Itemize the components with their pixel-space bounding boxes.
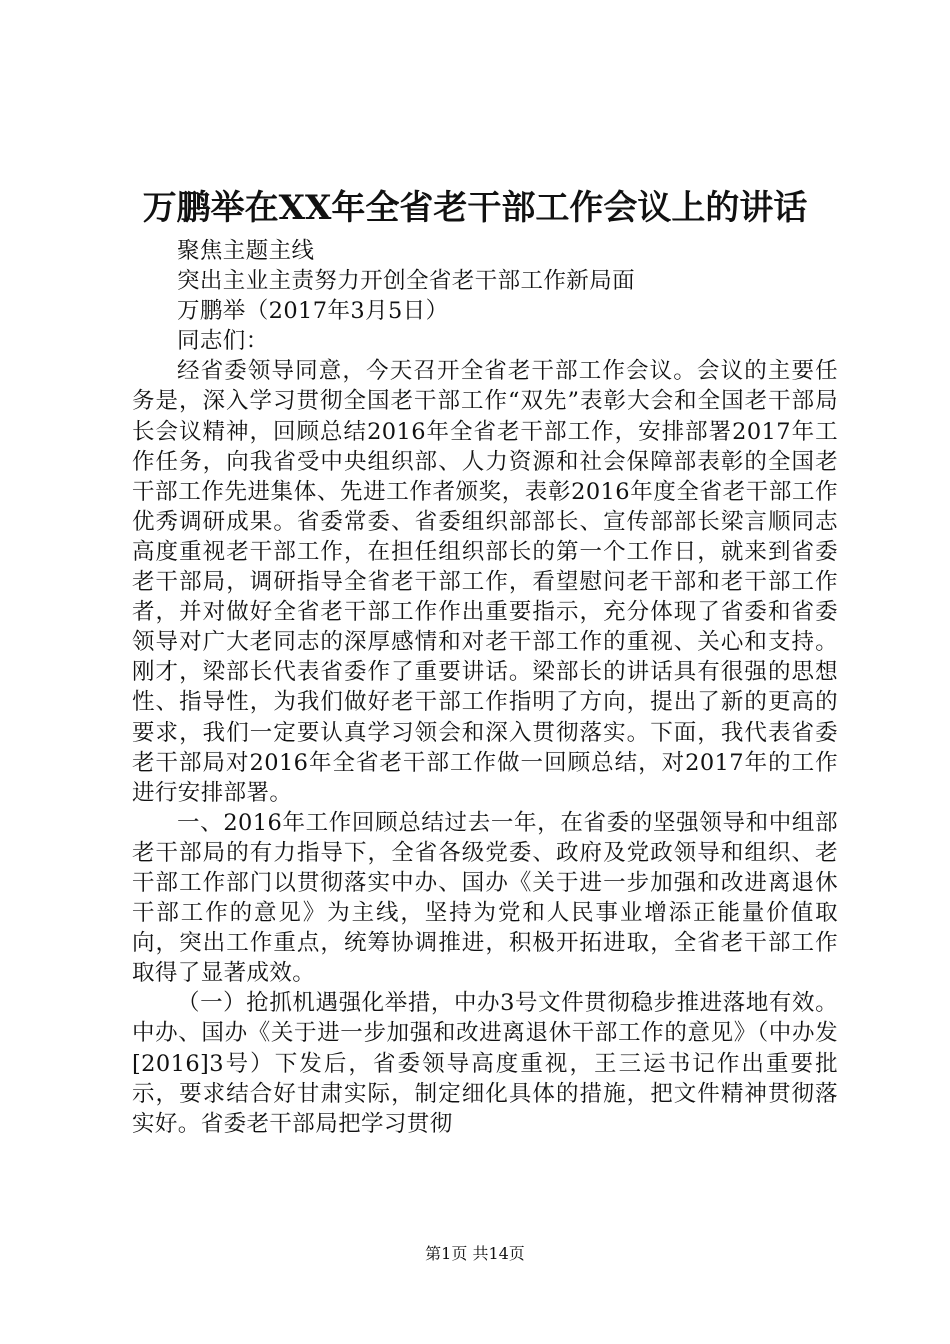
body-paragraph: 一、2016年工作回顾总结过去一年，在省委的坚强领导和中组部老干部局的有力指导下，全省各级党委、政府及党政领导和组织、老干部工作部门以贯彻落实中办、国办《关于进一步加强和改进离退休干部工作的意见》为主线，坚持为党和人民事业增添正能量价值取向，突出工作重点，统筹协调推进，积极开拓进取，全省老干部工作取得了显著成效。 bbox=[132, 809, 838, 987]
subtitle-line-1: 聚焦主题主线 bbox=[177, 238, 315, 264]
body-paragraph: （一）抢抓机遇强化举措，中办3号文件贯彻稳步推进落地有效。中办、国办《关于进一步加强和改进离退休干部工作的意见》（中办发[2016]3号）下发后，省委领导高度重视，王三运书记作出重要批示，要求结合好甘肃实际，制定细化具体的措施，把文件精神贯彻落实好。省委老干部局把学习贯彻 bbox=[132, 990, 838, 1137]
body-paragraph: 经省委领导同意，今天召开全省老干部工作会议。会议的主要任务是，深入学习贯彻全国老干部工作“双先”表彰大会和全国老干部局长会议精神，回顾总结2016年全省老干部工作，安排部署2017年工作任务，向我省受中央组织部、人力资源和社会保障部表彰的全国老干部工作先进集体、先进工作者颁奖，表彰2016年度全省老干部工作优秀调研成果。省委常委、省委组织部部长、宣传部部长梁言顺同志高度重视老干部工作，在担任组织部长的第一个工作日，就来到省委老干部局，调研指导全省老干部工作，看望慰问老干部和老干部工作者，并对做好全省老干部工作作出重要指示，充分体现了省委和省委领导对广大老同志的深厚感情和对老干部工作的重视、关心和支持。刚才，梁部长代表省委作了重要讲话。梁部长的讲话具有很强的思想性、指导性，为我们做好老干部工作指明了方向，提出了新的更高的要求，我们一定要认真学习领会和深入贯彻落实。下面，我代表省委老干部局对2016年全省老干部工作做一回顾总结，对2017年的工作进行安排部署。 bbox=[132, 358, 838, 806]
document-body bbox=[132, 236, 838, 1139]
salutation: 同志们： bbox=[177, 328, 269, 355]
subtitle-line-2: 突出主业主责努力开创全省老干部工作新局面 bbox=[177, 268, 636, 295]
page-number: 第1页 共14页 bbox=[425, 1244, 525, 1263]
speaker-date-line: 万鹏举（2017年3月5日） bbox=[177, 298, 449, 325]
document-title: 万鹏举在XX年全省老干部工作会议上的讲话 bbox=[142, 188, 808, 228]
